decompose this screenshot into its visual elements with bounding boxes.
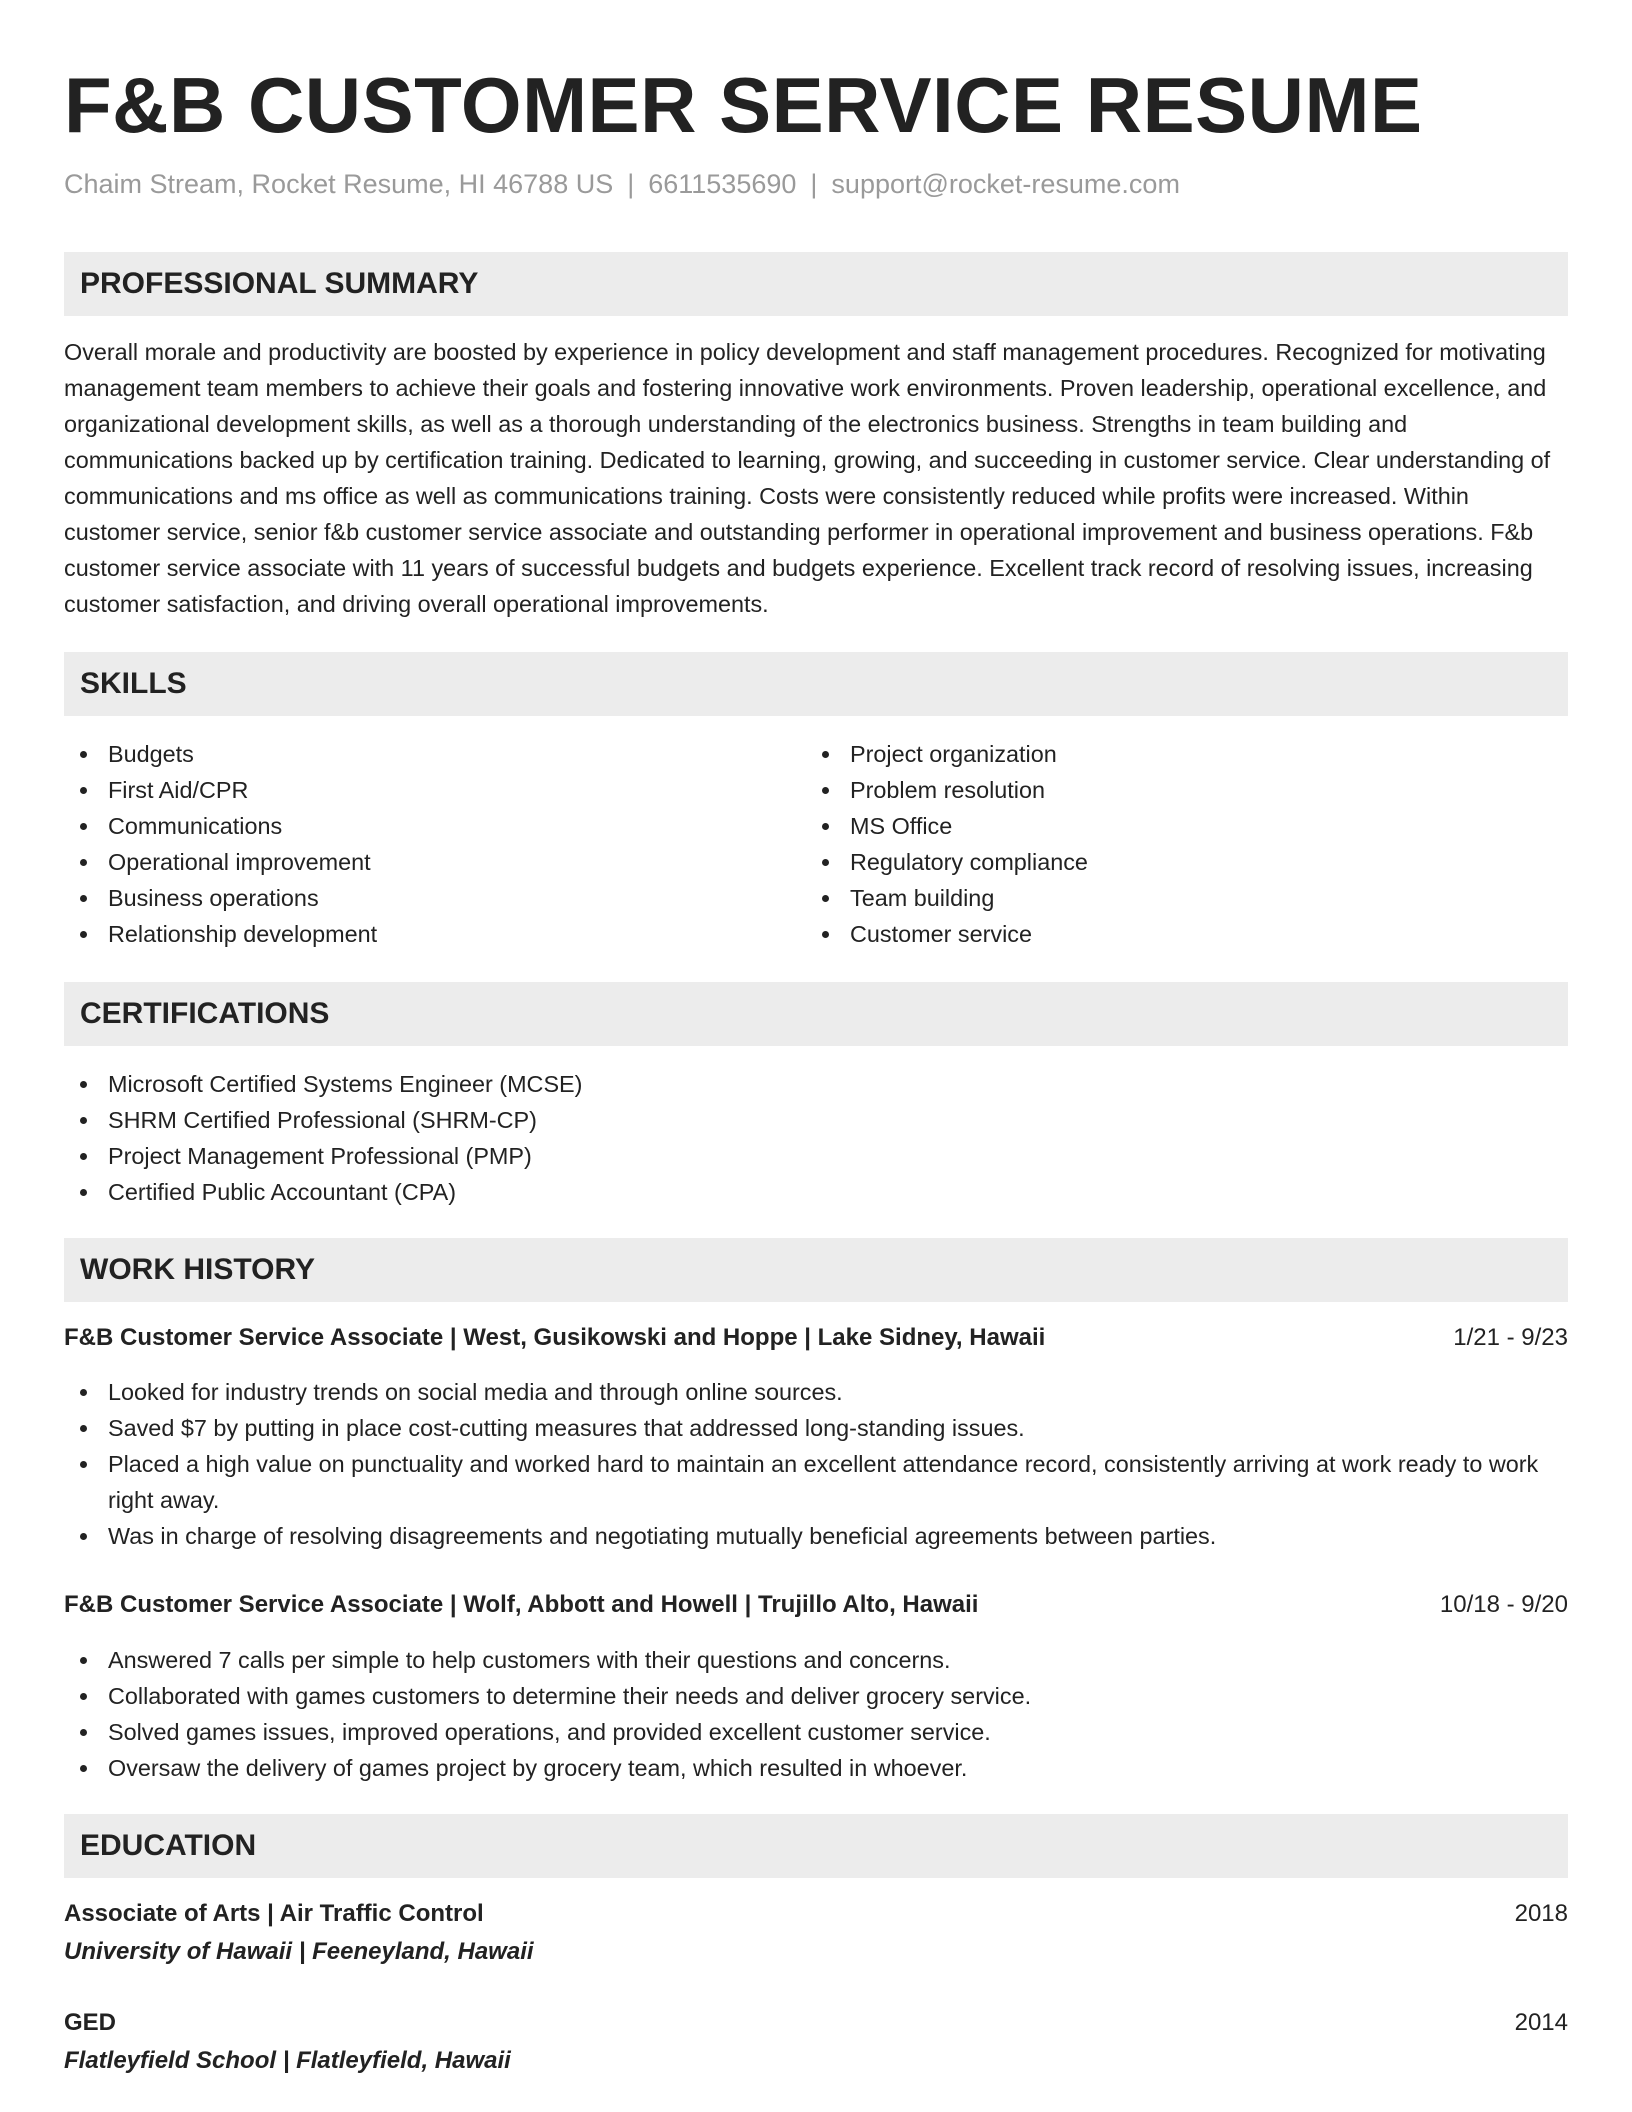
section-title-certifications: CERTIFICATIONS [80,997,330,1030]
job-bullets [64,1374,1568,1554]
skill-item: Budgets [64,736,764,772]
job-dates: 10/18 - 9/20 [1439,1591,1568,1618]
job-bullet: Solved games issues, improved operations, and provided excellent customer service. [64,1714,1568,1750]
certification-item: SHRM Certified Professional (SHRM-CP) [64,1102,1564,1138]
education-degree: GED [64,2009,117,2036]
job-bullet: Saved $7 by putting in place cost-cutting measures that addressed long-standing issues. [64,1410,1568,1446]
section-title-summary: PROFESSIONAL SUMMARY [80,267,479,300]
job-bullets [64,1642,1568,1786]
education-year: 2018 [1514,1900,1568,1927]
job-header [64,1320,1568,1356]
certification-item: Microsoft Certified Systems Engineer (MCSE) [64,1066,1564,1102]
summary-text: Overall morale and productivity are boosted by experience in policy development and staff management procedures. Recognized for motivating management team members to achieve their goals and fostering innovative work environments. Proven leadership, operational excellence, and organizational development skills, as well as a thorough understanding of the electronics business. Strengths in team building and communications backed up by certification training. Dedicated to learning, growing, and succeeding in customer service. Clear understanding of communications and ms office as well as communications training. Costs were consistently reduced while profits were increased. Within customer service, senior f&b customer service associate and outstanding performer in operational improvement and business operations. F&b customer service associate with 11 years of successful budgets and budgets experience. Excellent track record of resolving issues, increasing customer satisfaction, and driving overall operational improvements. [64,339,1551,617]
section-title-skills: SKILLS [80,667,187,700]
job-title: F&B Customer Service Associate | West, Gusikowski and Hoppe | Lake Sidney, Hawaii [64,1324,1046,1351]
skill-item: Problem resolution [806,772,1506,808]
contact-email: support@rocket-resume.com [831,169,1180,199]
contact-separator: | [810,169,818,199]
education-school: Flatleyfield School | Flatleyfield, Hawaii [64,2047,511,2074]
resume-title: F&B CUSTOMER SERVICE RESUME [64,61,1423,149]
education-entry [64,1896,1568,1976]
education-degree: Associate of Arts | Air Traffic Control [64,1900,484,1927]
section-title-education: EDUCATION [80,1829,257,1862]
skill-item: Regulatory compliance [806,844,1506,880]
skill-item: Relationship development [64,916,764,952]
education-year: 2014 [1514,2009,1568,2036]
skills-list-right [806,736,1506,952]
section-header-certifications [64,982,1568,1046]
section-header-education [64,1814,1568,1878]
job-bullet: Was in charge of resolving disagreements and negotiating mutually beneficial agreements between parties. [64,1518,1568,1554]
skills-list-left [64,736,764,952]
certifications-list [64,1066,1564,1210]
job-bullet: Looked for industry trends on social media and through online sources. [64,1374,1568,1410]
skill-item: Business operations [64,880,764,916]
skill-item: Team building [806,880,1506,916]
skill-item: First Aid/CPR [64,772,764,808]
job-bullet: Oversaw the delivery of games project by grocery team, which resulted in whoever. [64,1750,1568,1786]
job-title: F&B Customer Service Associate | Wolf, Abbott and Howell | Trujillo Alto, Hawaii [64,1591,979,1618]
section-title-work-history: WORK HISTORY [80,1253,316,1286]
education-school: University of Hawaii | Feeneyland, Hawaii [64,1938,534,1965]
job-bullet: Answered 7 calls per simple to help customers with their questions and concerns. [64,1642,1568,1678]
job-bullet: Placed a high value on punctuality and worked hard to maintain an excellent attendance record, consistently arriving at work ready to work right away. [64,1446,1568,1518]
skill-item: MS Office [806,808,1506,844]
skill-item: Operational improvement [64,844,764,880]
job-bullet: Collaborated with games customers to determine their needs and deliver grocery service. [64,1678,1568,1714]
skills-right-column [806,736,1506,952]
section-header-work-history [64,1238,1568,1302]
contact-line [64,166,1180,202]
section-header-skills [64,652,1568,716]
certification-item: Certified Public Accountant (CPA) [64,1174,1564,1210]
skill-item: Communications [64,808,764,844]
certification-item: Project Management Professional (PMP) [64,1138,1564,1174]
contact-separator: | [627,169,635,199]
skills-left-column [64,736,764,952]
skill-item: Customer service [806,916,1506,952]
section-header-summary [64,252,1568,316]
contact-phone: 6611535690 [648,169,797,199]
skill-item: Project organization [806,736,1506,772]
contact-address: Chaim Stream, Rocket Resume, HI 46788 US [64,169,614,199]
job-dates: 1/21 - 9/23 [1453,1324,1568,1351]
job-header [64,1587,1568,1623]
education-entry [64,2005,1568,2085]
